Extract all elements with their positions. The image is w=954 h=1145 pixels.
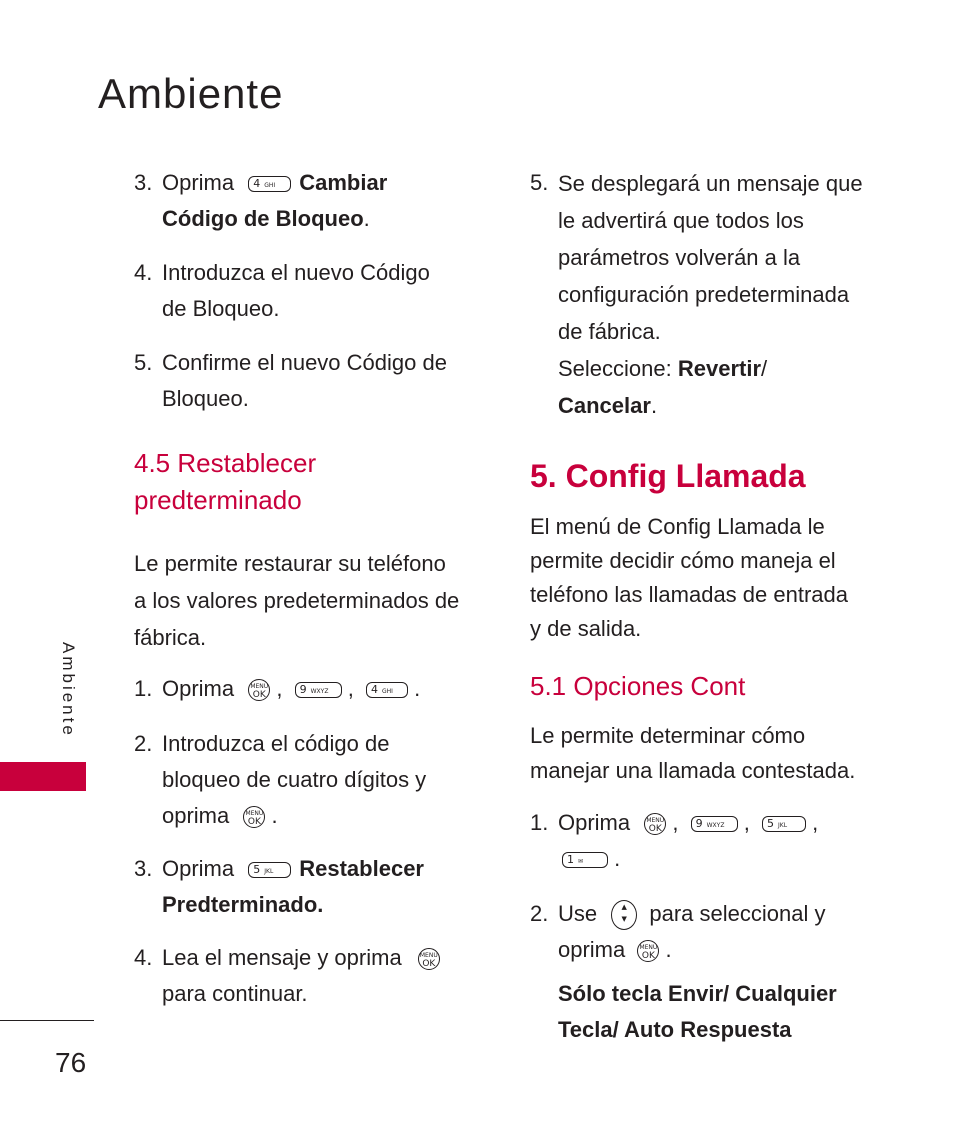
step-number: 1. <box>530 810 549 835</box>
step-number: 4. <box>134 260 153 285</box>
side-tab-bar <box>0 762 86 791</box>
list-item-text: Use ▲ ▼ para seleccional y oprima MENU OK . <box>558 901 826 962</box>
list-item-text: Oprima 4 GHI Cambiar Código de Bloqueo. <box>162 170 388 231</box>
key-4-icon: 4 GHI <box>248 176 291 192</box>
list-item-text: Se desplegará un mensaje que le advertirá que todos los parámetros volverán a la configuración predeterminada de fábrica. Seleccione: Revertir/ Cancelar. <box>558 171 863 418</box>
step-number: 4. <box>134 945 153 970</box>
paragraph: Le permite restaurar su teléfono a los valores predeterminados de fábrica. <box>134 551 460 650</box>
step-number: 5. <box>530 170 549 195</box>
key-9-icon: 9 WXYZ <box>691 816 738 832</box>
list-item-text: Oprima MENU OK , 9 WXYZ , 4 GHI . <box>162 676 421 701</box>
menu-ok-icon: MENU OK <box>418 948 440 970</box>
menu-ok-icon: MENU OK <box>644 813 666 835</box>
list-item <box>134 165 152 201</box>
menu-ok-icon: MENU OK <box>637 940 659 962</box>
page-title: Ambiente <box>98 70 284 117</box>
navigation-key-icon: ▲ ▼ <box>611 900 637 930</box>
chapter-heading: 5. Config Llamada <box>530 458 806 494</box>
list-item-text: Introduzca el nuevo Código de Bloqueo. <box>162 260 430 321</box>
list-item-text: Confirme el nuevo Código de Bloqueo. <box>162 350 447 411</box>
paragraph: Le permite determinar cómo manejar una llamada contestada. <box>530 723 856 783</box>
page-number: 76 <box>55 1047 87 1078</box>
step-number: 1. <box>134 676 153 701</box>
step-number: 3. <box>134 170 153 195</box>
key-5-icon: 5 JKL <box>248 862 291 878</box>
section-heading: 4.5 Restablecer predterminado <box>134 448 317 515</box>
key-4-icon: 4 GHI <box>366 682 408 698</box>
options-list: Sólo tecla Envir/ Cualquier Tecla/ Auto Respuesta <box>558 981 837 1042</box>
menu-ok-icon: MENU OK <box>248 679 270 701</box>
key-5-icon: 5 JKL <box>762 816 806 832</box>
list-item-text: Oprima 5 JKL Restablecer Predterminado. <box>162 856 424 917</box>
menu-ok-icon: MENU OK <box>243 806 265 828</box>
key-1-icon: 1 ✉ <box>562 852 608 868</box>
step-number: 3. <box>134 856 153 881</box>
step-number: 2. <box>134 731 153 756</box>
side-tab-label: Ambiente <box>59 642 78 738</box>
list-item-text: Oprima MENU OK , 9 WXYZ , 5 JKL , <box>558 810 819 835</box>
footer-rule <box>0 1020 94 1021</box>
step-number: 5. <box>134 350 153 375</box>
paragraph: El menú de Config Llamada le permite decidir cómo maneja el teléfono las llamadas de entrada y de salida. <box>530 514 848 641</box>
key-9-icon: 9 WXYZ <box>295 682 342 698</box>
list-item-text: Lea el mensaje y oprima MENU OK para continuar. <box>162 940 440 1012</box>
list-item-text: Introduzca el código de bloqueo de cuatro dígitos y oprima MENU OK . <box>162 731 427 828</box>
list-item-text: 1 ✉ . <box>562 841 620 877</box>
section-heading: 5.1 Opciones Cont <box>530 671 746 701</box>
step-number: 2. <box>530 901 549 926</box>
